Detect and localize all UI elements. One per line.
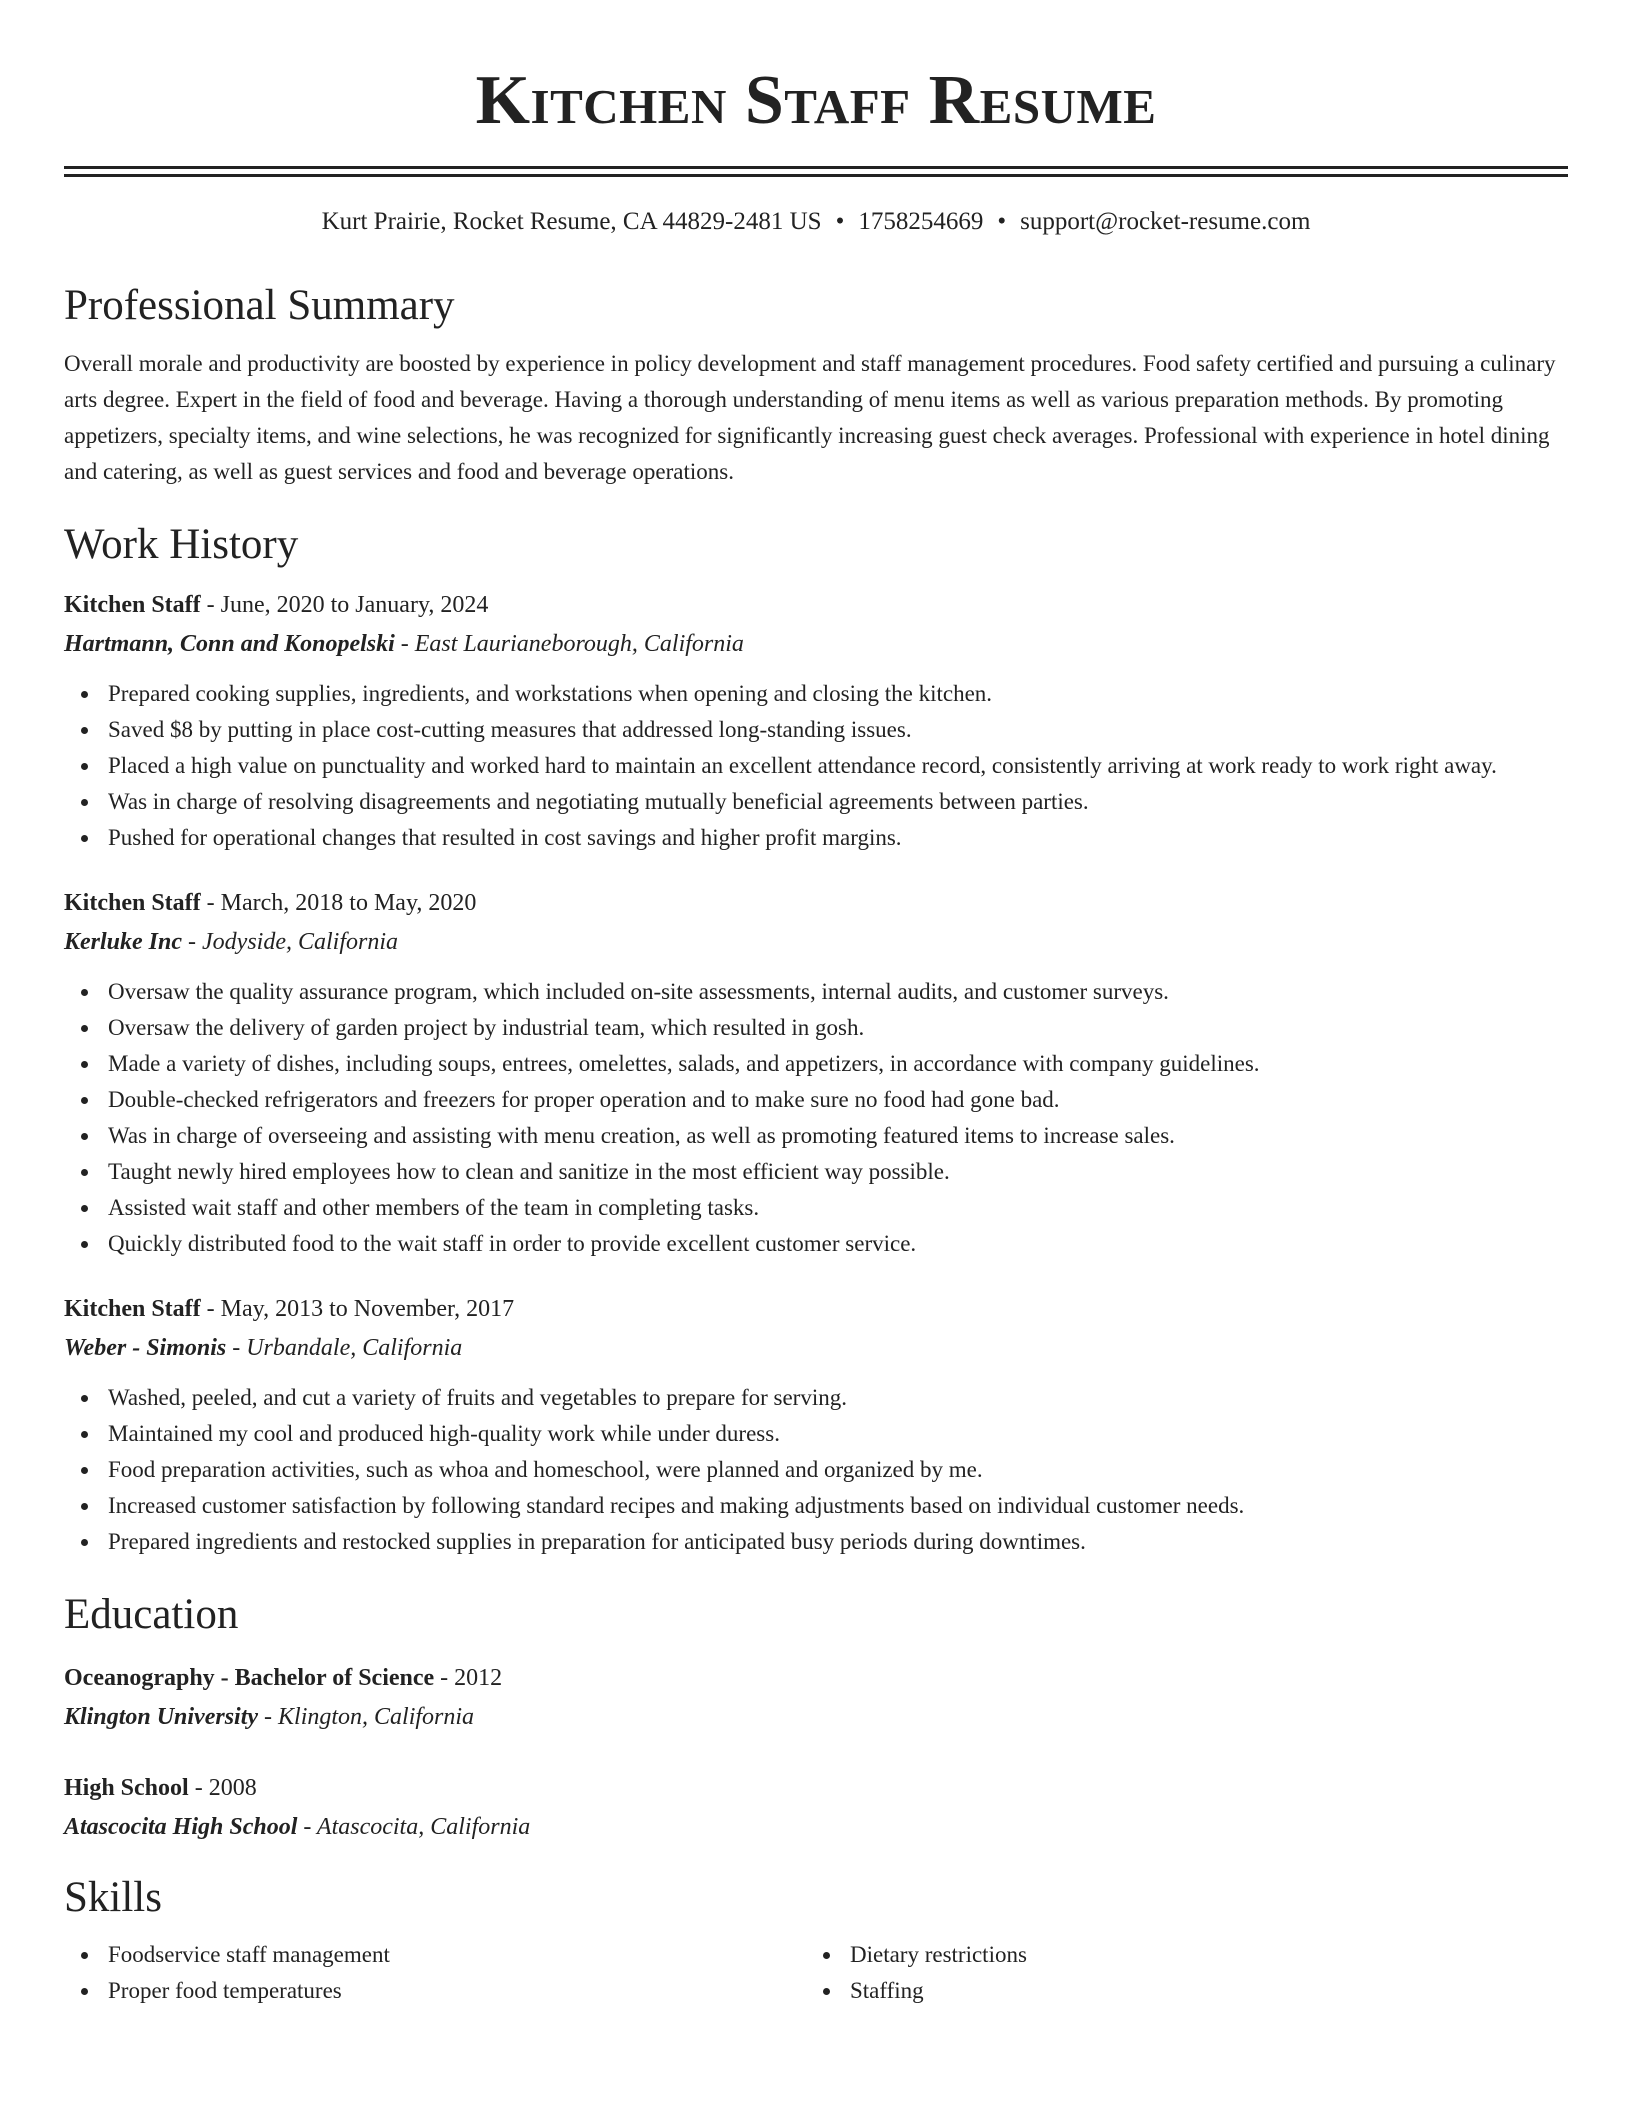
job-duties-list — [64, 974, 1568, 1262]
resume-title: Kitchen Staff Resume — [475, 62, 1157, 139]
contact-separator: • — [997, 208, 1007, 235]
job-title: Kitchen Staff — [64, 591, 201, 618]
education-year: - 2008 — [188, 1775, 257, 1802]
list-item: Oversaw the delivery of garden project by industrial team, which resulted in gosh. — [64, 1010, 1568, 1046]
job-title: Kitchen Staff — [64, 889, 201, 916]
job-company: Weber - Simonis — [64, 1334, 227, 1361]
job-employer-line — [64, 1328, 1568, 1368]
job-dates: - March, 2018 to May, 2020 — [200, 889, 477, 916]
job-location: - Jodyside, California — [182, 928, 398, 955]
skills-columns — [64, 1937, 1568, 2009]
list-item: Double-checked refrigerators and freezers for proper operation and to make sure no food had gone bad. — [64, 1082, 1568, 1118]
list-item: Prepared ingredients and restocked supplies in preparation for anticipated busy periods during downtimes. — [64, 1524, 1568, 1560]
list-item: Quickly distributed food to the wait staff in order to provide excellent customer service. — [64, 1226, 1568, 1262]
work-history-heading: Work History — [64, 521, 299, 569]
skills-heading: Skills — [64, 1874, 162, 1922]
list-item: Assisted wait staff and other members of the team in completing tasks. — [64, 1190, 1568, 1226]
contact-address: Kurt Prairie, Rocket Resume, CA 44829-2481 US — [321, 208, 822, 235]
education-school: Atascocita High School — [64, 1814, 298, 1841]
job-company: Hartmann, Conn and Konopelski — [64, 630, 395, 657]
job-title-line — [64, 586, 1568, 624]
contact-separator: • — [835, 208, 845, 235]
job-duties-list — [64, 676, 1568, 856]
list-item: Washed, peeled, and cut a variety of fruits and vegetables to prepare for serving. — [64, 1380, 1568, 1416]
list-item: Taught newly hired employees how to clean and sanitize in the most efficient way possible. — [64, 1154, 1568, 1190]
skills-column-right — [806, 1937, 1548, 2009]
job-title: Kitchen Staff — [64, 1295, 201, 1322]
list-item: Pushed for operational changes that resulted in cost savings and higher profit margins. — [64, 820, 1568, 856]
skills-column-left — [64, 1937, 806, 2009]
job-duties-list — [64, 1380, 1568, 1560]
education-degree: High School — [64, 1775, 189, 1802]
education-degree-line — [64, 1769, 1568, 1807]
skill-item: Dietary restrictions — [806, 1937, 1548, 1973]
education-entry — [64, 1769, 1568, 1847]
education-heading: Education — [64, 1590, 239, 1638]
job-dates: - June, 2020 to January, 2024 — [200, 591, 489, 618]
contact-line — [64, 207, 1568, 237]
education-location: - Atascocita, California — [297, 1814, 531, 1841]
education-degree-line — [64, 1659, 1568, 1697]
education-school-line — [64, 1697, 1568, 1737]
summary-text: Overall morale and productivity are boosted by experience in policy development and staff management procedures. Food safety certified and pursuing a culinary arts degree. Expert in the field of food and beverage. Having a thorough understanding of menu items as well as various preparation methods. By promoting appetizers, specialty items, and wine selections, he was recognized for significantly increasing guest check averages. Professional with experience in hotel dining and catering, as well as guest services and food and beverage operations. — [64, 351, 1556, 485]
skill-item: Proper food temperatures — [64, 1973, 806, 2009]
skill-item: Foodservice staff management — [64, 1937, 806, 1973]
skills-list — [806, 1937, 1548, 2009]
list-item: Increased customer satisfaction by following standard recipes and making adjustments based on individual customer needs. — [64, 1488, 1568, 1524]
job-entry — [64, 586, 1568, 856]
list-item: Was in charge of overseeing and assisting with menu creation, as well as promoting featured items to increase sales. — [64, 1118, 1568, 1154]
job-dates: - May, 2013 to November, 2017 — [200, 1295, 515, 1322]
job-entry — [64, 1290, 1568, 1560]
list-item: Food preparation activities, such as whoa and homeschool, were planned and organized by me. — [64, 1452, 1568, 1488]
education-entry — [64, 1659, 1568, 1737]
list-item: Saved $8 by putting in place cost-cutting measures that addressed long-standing issues. — [64, 712, 1568, 748]
education-school-line — [64, 1807, 1568, 1847]
skills-list — [64, 1937, 806, 2009]
job-title-line — [64, 1290, 1568, 1328]
list-item: Was in charge of resolving disagreements and negotiating mutually beneficial agreements between parties. — [64, 784, 1568, 820]
list-item: Maintained my cool and produced high-quality work while under duress. — [64, 1416, 1568, 1452]
list-item: Placed a high value on punctuality and worked hard to maintain an excellent attendance record, consistently arriving at work ready to work right away. — [64, 748, 1568, 784]
education-school: Klington University — [64, 1704, 259, 1731]
job-entry — [64, 884, 1568, 1262]
list-item: Made a variety of dishes, including soups, entrees, omelettes, salads, and appetizers, in accordance with company guidelines. — [64, 1046, 1568, 1082]
job-company: Kerluke Inc — [64, 928, 183, 955]
job-employer-line — [64, 624, 1568, 664]
contact-phone: 1758254669 — [858, 208, 984, 235]
skill-item: Staffing — [806, 1973, 1548, 2009]
job-employer-line — [64, 922, 1568, 962]
summary-heading: Professional Summary — [64, 282, 455, 329]
education-year: - 2012 — [434, 1665, 503, 1692]
list-item: Oversaw the quality assurance program, which included on-site assessments, internal audits, and customer surveys. — [64, 974, 1568, 1010]
job-location: - Urbandale, California — [226, 1334, 463, 1361]
list-item: Prepared cooking supplies, ingredients, and workstations when opening and closing the kitchen. — [64, 676, 1568, 712]
education-degree: Oceanography - Bachelor of Science — [64, 1665, 435, 1692]
contact-email: support@rocket-resume.com — [1020, 208, 1311, 235]
education-location: - Klington, California — [258, 1704, 475, 1731]
job-location: - East Laurianeborough, California — [394, 630, 744, 657]
title-divider — [64, 166, 1568, 177]
job-title-line — [64, 884, 1568, 922]
